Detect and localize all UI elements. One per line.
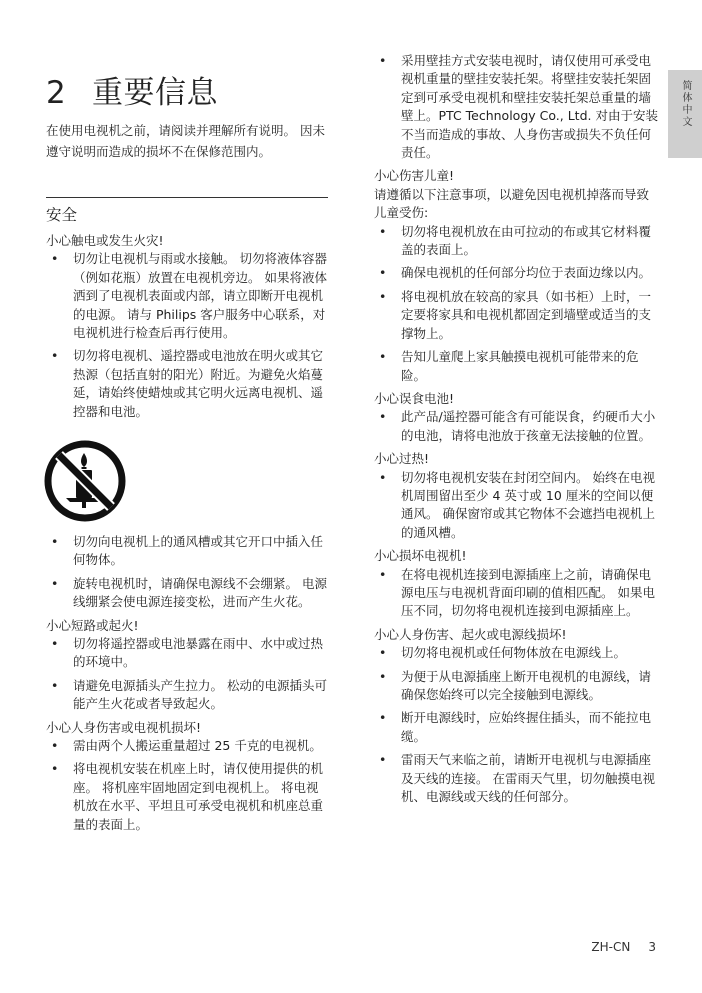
warning-heading: 小心损坏电视机! <box>374 548 467 564</box>
warning-heading: 小心触电或发生火灾! <box>46 233 164 248</box>
bullet-text: 确保电视机的任何部分均位于表面边缘以内。 <box>401 265 652 281</box>
bullet-dot: • <box>379 668 387 684</box>
bullet-list <box>46 250 328 421</box>
bullet-item <box>374 348 658 385</box>
bullet-list <box>374 469 658 543</box>
bullet-dot: • <box>379 53 387 68</box>
bullet-dot: • <box>51 636 59 652</box>
footer-language: ZH-CN <box>591 940 631 954</box>
bullet-item <box>374 408 658 445</box>
bullet-dot: • <box>379 349 387 365</box>
bullet-item <box>46 533 328 570</box>
bullet-text: 将电视机放在较高的家具（如书柜）上时，一定要将家具和电视机都固定到墙壁或适当的支撑物上。 <box>401 288 652 341</box>
bullet-dot: • <box>379 710 387 726</box>
bullet-text: 为便于从电源插座上断开电视机的电源线，请确保您始终可以完全接触到电源线。 <box>401 668 652 702</box>
section-title: 安全 <box>46 206 78 224</box>
section-divider <box>46 197 328 198</box>
bullet-item <box>374 751 658 806</box>
bullet-text: 切勿将电视机、遥控器或电池放在明火或其它热源（包括直射的阳光）附近。为避免火焰蔓延，请始终使蜡烛或其它明火远离电视机、遥控器和电池。 <box>73 348 324 419</box>
bullet-dot: • <box>51 575 59 591</box>
bullet-dot: • <box>51 348 59 364</box>
bullet-list <box>374 644 658 806</box>
page-number: 3 <box>648 940 656 954</box>
bullet-text: 在将电视机连接到电源插座上之前，请确保电源电压与电视机背面印刷的值相匹配。 如果电压不同，切勿将电视机连接到电源插座上。 <box>401 566 655 619</box>
bullet-list <box>374 223 658 385</box>
left-column-top <box>46 232 328 426</box>
bullet-text: 切勿让电视机与雨或水接触。 切勿将液体容器（例如花瓶）放置在电视机旁边。 如果将液体洒到了电视机表面或内部，请立即断开电视机的电源。 请与 Philips 客户服务中心联系，对电视机进行检查后再行使用。 <box>73 251 327 341</box>
warning-heading: 小心人身伤害、起火或电源线损坏! <box>374 626 567 642</box>
bullet-dot: • <box>379 409 387 425</box>
bullet-text: 切勿将电视机安装在封闭空间内。 始终在电视机周围留出至少 4 英寸或 10 厘米的空间以便通风。 确保窗帘或其它物体不会遮挡电视机上的通风槽。 <box>401 469 655 540</box>
bullet-item <box>374 709 658 746</box>
bullet-item <box>46 347 328 421</box>
bullet-dot: • <box>51 677 59 693</box>
bullet-list <box>46 635 328 714</box>
bullet-list <box>374 566 658 621</box>
intro-paragraph: 在使用电视机之前，请阅读并理解所有说明。 因未遵守说明而造成的损坏不在保修范围内。 <box>46 123 325 159</box>
bullet-text: 请避免电源插头产生拉力。 松动的电源插头可能产生火花或者导致起火。 <box>73 677 327 712</box>
bullet-dot: • <box>379 566 387 582</box>
bullet-item <box>46 677 328 714</box>
right-column <box>374 52 658 811</box>
bullet-text: 切勿将遥控器或电池暴露在雨中、水中或过热的环境中。 <box>73 636 324 670</box>
warning-heading: 小心过热! <box>374 451 430 467</box>
warning-heading: 小心伤害儿童! <box>374 168 455 184</box>
language-side-tab <box>668 70 702 158</box>
bullet-text: 采用壁挂方式安装电视时，请仅使用可承受电视机重量的壁挂安装托架。将壁挂安装托架固定到可承受电视机和壁挂安装托架总重量的墙壁上。PTC Technology Co., Ltd. 对由于安装不当而造成的事故、人身伤害或损失不负任何责任。 <box>401 53 658 161</box>
bullet-item <box>374 644 658 662</box>
bullet-item <box>374 264 658 282</box>
no-candle-icon <box>44 440 126 522</box>
bullet-text: 此产品/遥控器可能含有可能误食，约硬币大小的电池，请将电池放于孩童无法接触的位置。 <box>401 409 656 443</box>
bullet-dot: • <box>51 738 59 754</box>
bullet-dot: • <box>51 251 59 267</box>
bullet-item <box>374 566 658 621</box>
bullet-item <box>374 469 658 543</box>
bullet-dot: • <box>51 761 59 777</box>
bullet-item <box>46 635 328 672</box>
bullet-dot: • <box>379 265 387 281</box>
bullet-item <box>46 575 328 612</box>
bullet-dot: • <box>379 223 387 239</box>
bullet-text: 告知儿童爬上家具触摸电视机可能带来的危险。 <box>401 349 639 383</box>
bullet-dot: • <box>379 752 387 768</box>
bullet-text: 雷雨天气来临之前，请断开电视机与电源插座及天线的连接。 在雷雨天气里，切勿触摸电视机、电源线或天线的任何部分。 <box>401 752 655 805</box>
bullet-item <box>46 250 328 342</box>
bullet-text: 切勿将电视机或任何物体放在电源线上。 <box>401 645 627 661</box>
warning-lead: 请遵循以下注意事项，以避免因电视机掉落而导致儿童受伤: <box>374 186 650 221</box>
chapter-title: 重要信息 <box>92 74 218 111</box>
warning-heading: 小心误食电池! <box>374 390 455 406</box>
warning-heading: 小心人身伤害或电视机损坏! <box>46 719 202 735</box>
bullet-list <box>374 408 658 445</box>
bullet-item <box>374 668 658 705</box>
bullet-text: 将电视机安装在机座上时，请仅使用提供的机座。 将机座牢固地固定到电视机上。 将电视机放在水平、平坦且可承受电视机和机座总重量的表面上。 <box>73 761 324 832</box>
bullet-list <box>374 52 658 162</box>
bullet-list <box>46 533 328 612</box>
bullet-text: 断开电源线时，应始终握住插头，而不能拉电缆。 <box>401 710 652 744</box>
page-footer <box>591 940 656 954</box>
left-column-bottom <box>46 533 328 839</box>
bullet-text: 需由两个人搬运重量超过 25 千克的电视机。 <box>73 738 322 754</box>
chapter-number: 2 <box>46 74 67 111</box>
bullet-item <box>46 760 328 834</box>
bullet-item <box>374 52 658 162</box>
bullet-dot: • <box>379 288 387 304</box>
bullet-dot: • <box>379 469 387 485</box>
warning-heading: 小心短路或起火! <box>46 617 139 633</box>
bullet-item <box>374 223 658 260</box>
bullet-dot: • <box>379 645 387 661</box>
bullet-list <box>46 737 328 834</box>
bullet-text: 切勿向电视机上的通风槽或其它开口中插入任何物体。 <box>73 534 324 568</box>
bullet-item <box>374 288 658 343</box>
bullet-item <box>46 737 328 755</box>
chapter-heading <box>46 67 218 112</box>
bullet-text: 切勿将电视机放在由可拉动的布或其它材料覆盖的表面上。 <box>401 223 652 258</box>
bullet-text: 旋转电视机时，请确保电源线不会绷紧。 电源线绷紧会使电源连接变松，进而产生火花。 <box>73 575 327 610</box>
bullet-dot: • <box>51 534 59 549</box>
side-tab-label: 简体中文 <box>680 80 691 128</box>
